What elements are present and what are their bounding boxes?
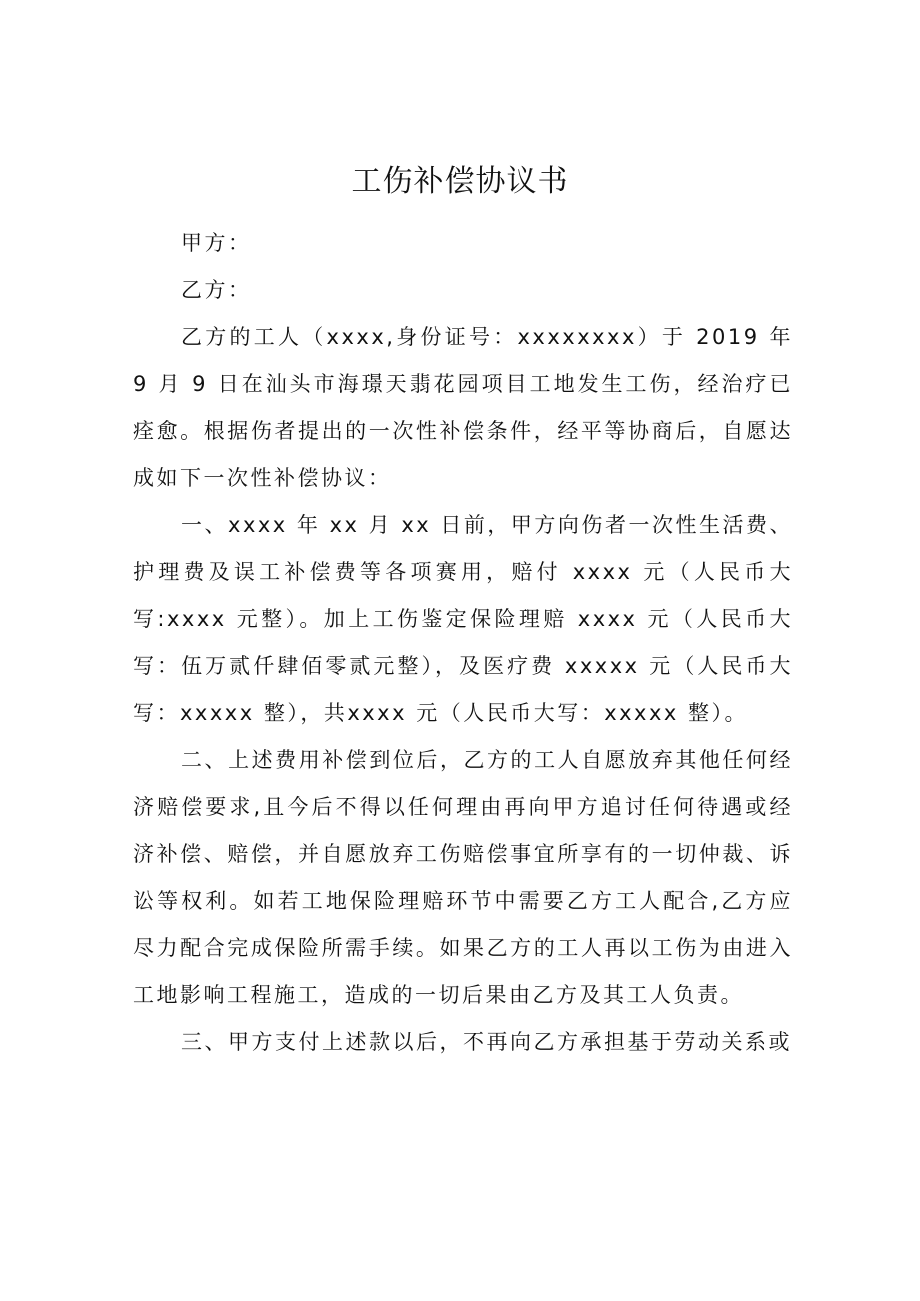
- document-body: [133, 220, 793, 1066]
- paragraph-clause-2: 二、上述费用补偿到位后，乙方的工人自愿放弃其他任何经济赔偿要求,且今后不得以任何理由再向甲方追讨任何待遇或经济补偿、赔偿，并自愿放弃工伤赔偿事宜所享有的一切仲裁、诉讼等权利。如若工地保险理赔环节中需要乙方工人配合,乙方应尽力配合完成保险所需手续。如果乙方的工人再以工伤为由进入工地影响工程施工，造成的一切后果由乙方及其工人负责。: [133, 748, 793, 1007]
- paragraph-intro: 乙方的工人（xxxx,身份证号：xxxxxxxx）于 2019 年 9 月 9 日在汕头市海璟天翡花园项目工地发生工伤，经治疗已痊愈。根据伤者提出的一次性补偿条件，经平等协商后，自愿达成如下一次性补偿协议：: [133, 325, 793, 490]
- paragraph-clause-1: 一、xxxx 年 xx 月 xx 日前，甲方向伤者一次性生活费、护理费及误工补偿费等各项赛用，赔付 xxxx 元（人民币大写:xxxx 元整）。加上工伤鉴定保险理赔 xxxx 元（人民币大写：伍万贰仟肆佰零贰元整），及医疗费 xxxxx 元（人民币大写：xxxxx 整），共xxxx 元（人民币大写：xxxxx 整）。: [133, 513, 793, 725]
- paragraph-clause-3: 三、甲方支付上述款以后，不再向乙方承担基于劳动关系或: [181, 1030, 792, 1054]
- party-a-label: 甲方：: [181, 231, 252, 255]
- document-title: 工伤补偿协议书: [351, 164, 569, 199]
- party-b-label: 乙方：: [181, 278, 252, 302]
